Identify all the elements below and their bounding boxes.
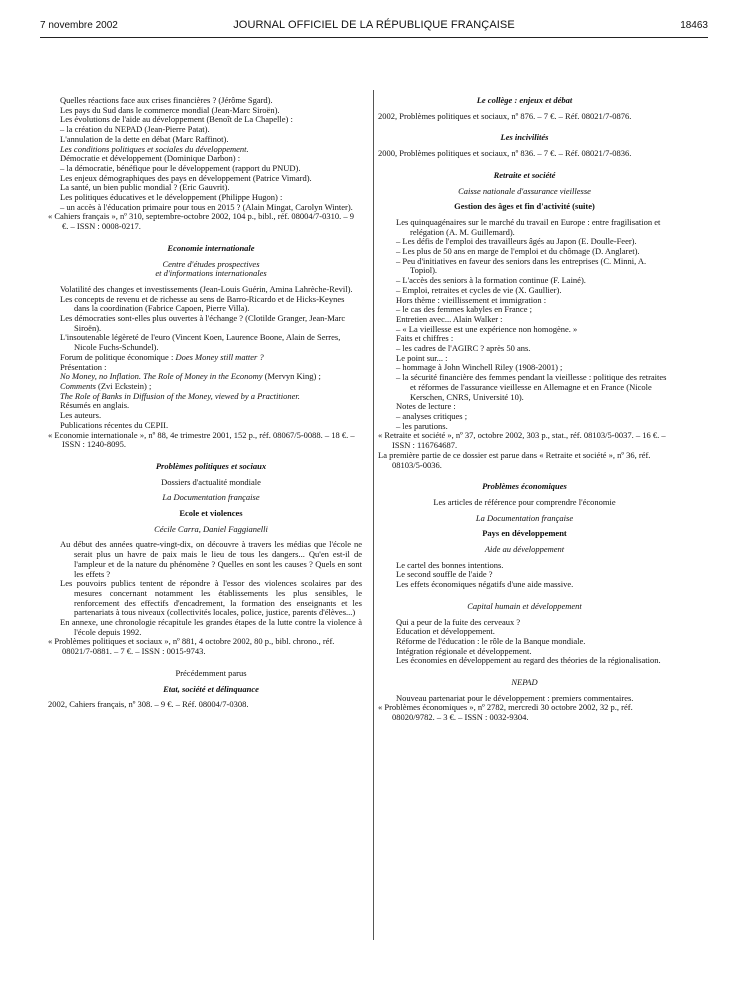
list-item: Notes de lecture :: [396, 401, 456, 412]
issue-subtitle: Ecole et violences: [179, 508, 243, 519]
list-item: Volatilité des changes et investissements (Jean-Louis Guérin, Amina Lahrèche-Revil).: [60, 283, 353, 294]
publication-ref: 2002, Problèmes politiques et sociaux, nº 876. – 7 €. – Réf. 08021/7-0876.: [378, 110, 632, 121]
list-item: Intégration régionale et développement.: [396, 645, 532, 656]
list-item: Le point sur... :: [396, 352, 448, 363]
publisher: et d'informations internationales: [155, 268, 267, 279]
section-title: Problèmes économiques: [482, 481, 567, 492]
list-item: Les enjeux démographiques des pays en développement (Patrice Vimard).: [60, 172, 312, 183]
publisher: Centre d'études prospectives: [162, 258, 260, 269]
header-rule: [40, 37, 708, 38]
forum-title: Does Money still matter ?: [175, 351, 264, 362]
comments-label: Comments: [60, 380, 96, 391]
publication-ref: 2000, Problèmes politiques et sociaux, nº 836. – 7 €. – Réf. 08021/7-0836.: [378, 148, 632, 159]
previously-published: Précédemment parus: [175, 667, 247, 678]
article-author: (Mervyn King) ;: [264, 371, 321, 382]
journal-title: JOURNAL OFFICIEL DE LA RÉPUBLIQUE FRANÇAISE: [233, 19, 515, 31]
publication-ref: « Problèmes politiques et sociaux », nº 881, 4 octobre 2002, 80 p., bibl. chrono., réf. 08021/7-0881. – 7 €. – ISSN : 0015-9743.: [48, 636, 335, 657]
series-title: Dossiers d'actualité mondiale: [161, 476, 261, 487]
list-item: Nouveau partenariat pour le développement : premiers commentaires.: [396, 692, 634, 703]
publisher: La Documentation française: [162, 492, 260, 503]
publisher: La Documentation française: [475, 512, 574, 523]
list-item: – « La vieillesse est une expérience non homogène. »: [396, 323, 578, 334]
list-item: – Les défis de l'emploi des travailleurs âgés au Japon (E. Doulle-Feer).: [396, 236, 637, 247]
issue-subtitle: Pays en développement: [482, 528, 567, 539]
paragraph: En annexe, une chronologie récapitule les grandes étapes de la lutte contre la violence à l'école depuis 1992.: [60, 617, 362, 637]
page-number: 18463: [680, 20, 708, 31]
publisher: Caisse nationale d'assurance vieillesse: [458, 185, 591, 196]
note: La première partie de ce dossier est parue dans « Retraite et société », nº 36, réf. 08103/5-0036.: [378, 449, 651, 470]
list-item: Qui a peur de la fuite des cerveaux ?: [396, 616, 521, 627]
list-item: Les quinquagénaires sur le marché du travail en Europe : entre fragilisation et relégation (A. M. Guillemard).: [396, 216, 661, 237]
left-column: [48, 95, 362, 710]
list-item: Démocratie et développement (Dominique Darbon) :: [60, 153, 241, 164]
subsection-title: Capital humain et développement: [467, 600, 582, 611]
list-item: Le cartel des bonnes intentions.: [396, 559, 504, 570]
section-subtitle: Les conditions politiques et sociales du développement.: [60, 143, 249, 154]
list-item: Entretien avec... Alain Walker :: [396, 313, 503, 324]
list-item: Education et développement.: [396, 626, 495, 637]
publication-ref: « Cahiers français », nº 310, septembre-octobre 2002, 104 p., bibl., réf. 08004/7-0310. – 9 €. – ISSN : 0008-0217.: [48, 211, 354, 232]
issue-subtitle: Gestion des âges et fin d'activité (suite): [454, 201, 595, 212]
list-item: La santé, un bien public mondial ? (Eric Gauvrit).: [60, 182, 230, 193]
comments-author: (Zvi Eckstein) ;: [98, 380, 152, 391]
list-item: Le second souffle de l'aide ?: [396, 569, 493, 580]
previous-title: Etat, société et délinquance: [163, 683, 259, 694]
list-item: Les évolutions de l'aide au développement (Benoît de La Chapelle) :: [60, 114, 293, 125]
list-item: Les concepts de revenu et de richesse au sens de Barro-Ricardo et de Hicks-Keynes dans la coordination (Fabrice Capoen, Pierre Villa).: [60, 293, 345, 314]
list-item: Les démocraties sont-elles plus ouvertes à l'échange ? (Clotilde Granger, Jean-Marc Siroën).: [60, 313, 346, 333]
list-item: Les auteurs.: [60, 410, 102, 421]
list-item: Les effets économiques négatifs d'une aide massive.: [396, 579, 574, 590]
list-item: – L'accès des seniors à la formation continue (F. Lainé).: [396, 275, 586, 286]
list-item: – les parutions.: [396, 420, 448, 431]
list-item: – la création du NEPAD (Jean-Pierre Patat).: [60, 124, 210, 135]
list-item: L'annulation de la dette en débat (Marc Raffinot).: [60, 133, 229, 144]
list-item: – Emploi, retraites et cycles de vie (X. Gaullier).: [396, 284, 562, 295]
list-item: – le cas des femmes kabyles en France ;: [396, 304, 532, 315]
right-column: [378, 96, 671, 723]
list-item: Les pays du Sud dans le commerce mondial (Jean-Marc Siroën).: [60, 104, 280, 115]
list-item: – la démocratie, bénéfique pour le développement (rapport du PNUD).: [60, 162, 301, 173]
publication-ref: « Economie internationale », nº 88, 4e trimestre 2001, 152 p., réf. 08067/5-0088. – 18 €. – ISSN : 1240-8095.: [48, 429, 355, 450]
list-item: Résumés en anglais.: [60, 400, 130, 411]
list-item: L'insoutenable légèreté de l'euro (Vincent Koen, Laurence Boone, Alain de Serres, Nicole Fuchs-Schundel).: [60, 332, 341, 353]
list-item: – analyses critiques ;: [396, 410, 468, 421]
previous-title: Le collège : enjeux et débat: [476, 95, 573, 105]
list-item: – la sécurité financière des femmes pendant la vieillesse : politique des retraites et réformes de l'assurance vieillesse en Allemagne et en France (Nicole Kerschen, CNRS, Université 10).: [396, 372, 667, 402]
subsection-title: NEPAD: [511, 677, 538, 688]
list-item: – hommage à John Winchell Riley (1908-2001) ;: [396, 362, 563, 373]
list-item: Faits et chiffres :: [396, 333, 454, 344]
list-item: – Peu d'initiatives en faveur des seniors dans les entreprises (C. Minni, A. Topiol).: [396, 255, 647, 276]
list-item: – Les plus de 50 ans en marge de l'emploi et du chômage (D. Anglaret).: [396, 246, 640, 257]
article-title: No Money, no Inflation. The Role of Money in the Economy: [60, 371, 263, 382]
list-item: Les politiques éducatives et le développement (Philippe Hugon) :: [60, 192, 283, 203]
section-title: Retraite et société: [493, 169, 556, 180]
section-title: Problèmes politiques et sociaux: [155, 460, 267, 471]
page-header: [40, 18, 708, 36]
header-date: 7 novembre 2002: [40, 20, 118, 31]
list-item: Les économies en développement au regard des théories de la régionalisation.: [396, 655, 661, 666]
paragraph: Les pouvoirs publics tentent de répondre à l'essor des violences scolaires par des mesures concernant notamment les établissements les plus sensibles, le renforcement des effectifs d'encadrement, la formation des enseignants et les partenariats à tous niveaux (collectivités locales, police, justice, parents d'élèves...): [60, 578, 362, 618]
paragraph: Au début des années quatre-vingt-dix, on découvre à travers les médias que l'école ne serait plus un havre de paix mais le lieu de tous les dangers... Qu'en est-il de l'ampleur et de la nature du phénomène ? Quelles en sont les causes ? Quels en sont les effets ?: [60, 539, 362, 579]
list-item: Réforme de l'éducation : le rôle de la Banque mondiale.: [396, 635, 586, 646]
issue-authors: Cécile Carra, Daniel Faggianelli: [154, 523, 268, 534]
list-item: The Role of Banks in Diffusion of the Money, viewed by a Practitioner.: [60, 390, 300, 401]
list-item: – les cadres de l'AGIRC ? après 50 ans.: [396, 343, 531, 354]
list-item: Hors thème : vieillissement et immigration :: [396, 294, 547, 305]
list-item: Quelles réactions face aux crises financières ? (Jérôme Sgard).: [60, 95, 273, 105]
series-title: Les articles de référence pour comprendre l'économie: [433, 496, 616, 507]
publication-ref: 2002, Cahiers français, nº 308. – 9 €. – Réf. 08004/7-0308.: [48, 699, 249, 710]
list-item: Publications récentes du CEPII.: [60, 419, 169, 430]
list-item: – un accès à l'éducation primaire pour tous en 2015 ? (Alain Mingat, Carolyn Winter).: [60, 201, 353, 212]
forum-label: Forum de politique économique :: [60, 351, 174, 362]
list-item: Présentation :: [60, 361, 107, 372]
publication-ref: « Retraite et société », nº 37, octobre 2002, 303 p., stat., réf. 08103/5-0037. – 16 €. – ISSN : 116764687.: [378, 430, 666, 451]
section-title: Economie internationale: [167, 242, 255, 253]
publication-ref: « Problèmes économiques », nº 2782, mercredi 30 octobre 2002, 32 p., réf. 08020/9782. – 3 €. – ISSN : 0032-9304.: [378, 702, 633, 723]
column-divider: [373, 90, 374, 940]
subsection-title: Aide au développement: [484, 544, 565, 555]
previous-title: Les incivilités: [500, 132, 549, 143]
